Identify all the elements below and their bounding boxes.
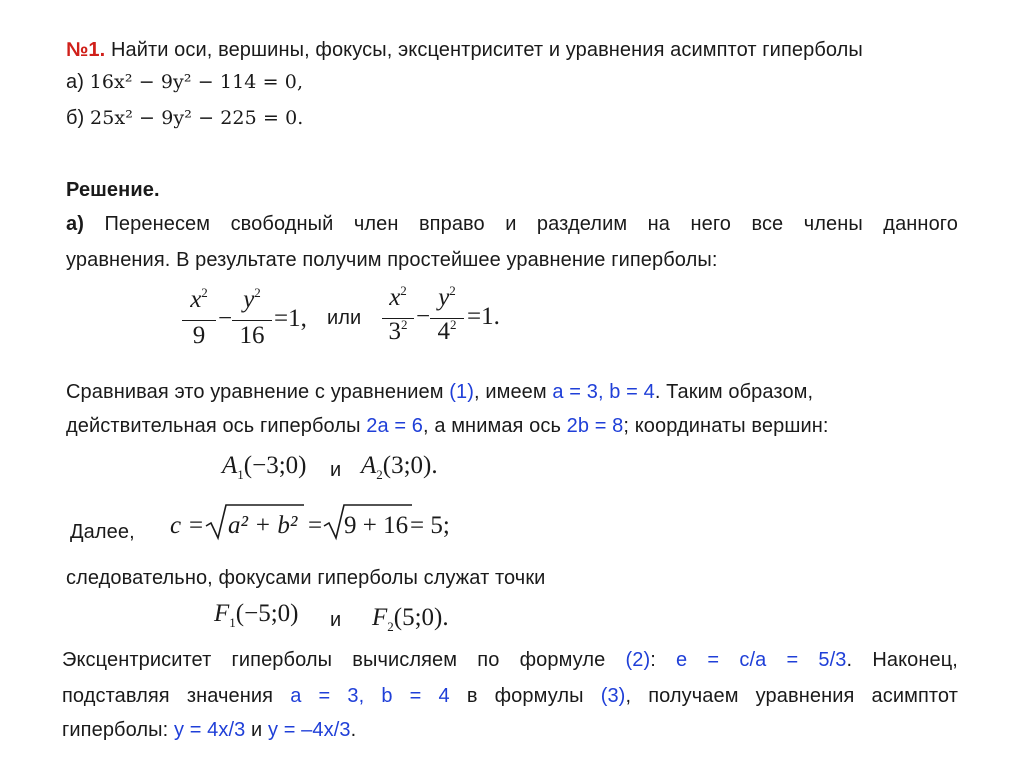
problem-b-equation: 25x² − 9y² − 225 = 0.	[90, 107, 304, 129]
frac3-denominator: $3^2$	[388, 317, 408, 345]
equals-one-1: =1,	[274, 305, 307, 332]
further-word: Далее,	[70, 521, 135, 543]
subst-line: подставляя значения a = 3, b = 4 в формулы (3), получаем уравнения асимптот	[62, 685, 958, 707]
frac2-denominator: 16	[239, 322, 265, 349]
frac4-numerator: $y^2$	[438, 283, 456, 311]
real-axis-value: 2a = 6	[366, 415, 424, 437]
equals-one-2: =1.	[467, 303, 500, 330]
frac1-numerator: $x^2$	[190, 285, 208, 313]
problem-statement: Найти оси, вершины, фокусы, эксцентриситет и уравнения асимптот гиперболы	[110, 39, 863, 61]
solution-line-1-text: Перенесем свободный член вправо и разделим на него все члены данного	[104, 213, 958, 235]
problem-b	[66, 106, 303, 130]
problem-line	[66, 38, 863, 62]
ref-eq-3: (3)	[600, 685, 626, 707]
subst-values: a = 3, b = 4	[290, 685, 450, 707]
problem-b-label: б)	[66, 107, 85, 129]
and-word-2: и	[330, 609, 342, 631]
asymptote-1: y = 4x/3	[173, 719, 246, 741]
ref-eq-1: (1)	[449, 381, 475, 403]
frac2-numerator: $y^2$	[243, 285, 261, 313]
frac1-denominator: 9	[192, 322, 206, 349]
solution-a-label: а)	[66, 213, 84, 235]
c-radicand-2: 9 + 16	[344, 512, 409, 539]
minus-sign-2: −	[416, 303, 431, 330]
ecc-line: Эксцентриситет гиперболы вычисляем по формуле (2): e = c/a = 5/3. Наконец,	[62, 649, 958, 671]
and-word-1: и	[330, 459, 342, 481]
minus-sign-1: −	[218, 305, 233, 332]
c-equals: =	[308, 512, 323, 539]
problem-a-equation: 16x² − 9y² − 114 = 0,	[89, 71, 304, 93]
c-rhs: = 5;	[410, 512, 450, 539]
compare-line: Сравнивая это уравнение с уравнением (1), имеем a = 3, b = 4. Таким образом,	[66, 381, 814, 403]
axes-line: действительная ось гиперболы 2a = 6, а мнимая ось 2b = 8; координаты вершин:	[66, 415, 829, 437]
solution-line-1	[66, 212, 958, 238]
vertex-A1: $A_1(-3;0)$	[222, 452, 307, 482]
solution-line-2: уравнения. В результате получим простейшее уравнение гиперболы:	[66, 249, 718, 271]
frac3-numerator: $x^2$	[389, 283, 407, 311]
c-radicand-1: a² + b²	[228, 512, 298, 539]
solution-title: Решение.	[66, 179, 160, 201]
ecc-value: e = c/a = 5/3	[676, 649, 847, 671]
problem-number: №1.	[66, 39, 106, 61]
or-word: или	[327, 307, 362, 329]
asymptote-2: y = –4x/3	[267, 719, 351, 741]
focus-F2: $F_2(5;0)$.	[372, 604, 449, 634]
ab-values: a = 3, b = 4	[552, 381, 655, 403]
vertex-A2: $A_2(3;0)$.	[361, 452, 438, 482]
imag-axis-value: 2b = 8	[566, 415, 624, 437]
problem-a	[66, 70, 303, 94]
c-lhs: c =	[170, 512, 205, 539]
ref-eq-2: (2)	[625, 649, 651, 671]
focus-F1: $F_1(-5;0)$	[214, 600, 299, 630]
frac4-denominator: $4^2$	[437, 317, 457, 345]
problem-a-label: а)	[66, 71, 84, 93]
asymptote-line: гиперболы: y = 4x/3 и y = –4x/3.	[62, 719, 357, 741]
foci-text: следовательно, фокусами гиперболы служат точки	[66, 567, 546, 589]
